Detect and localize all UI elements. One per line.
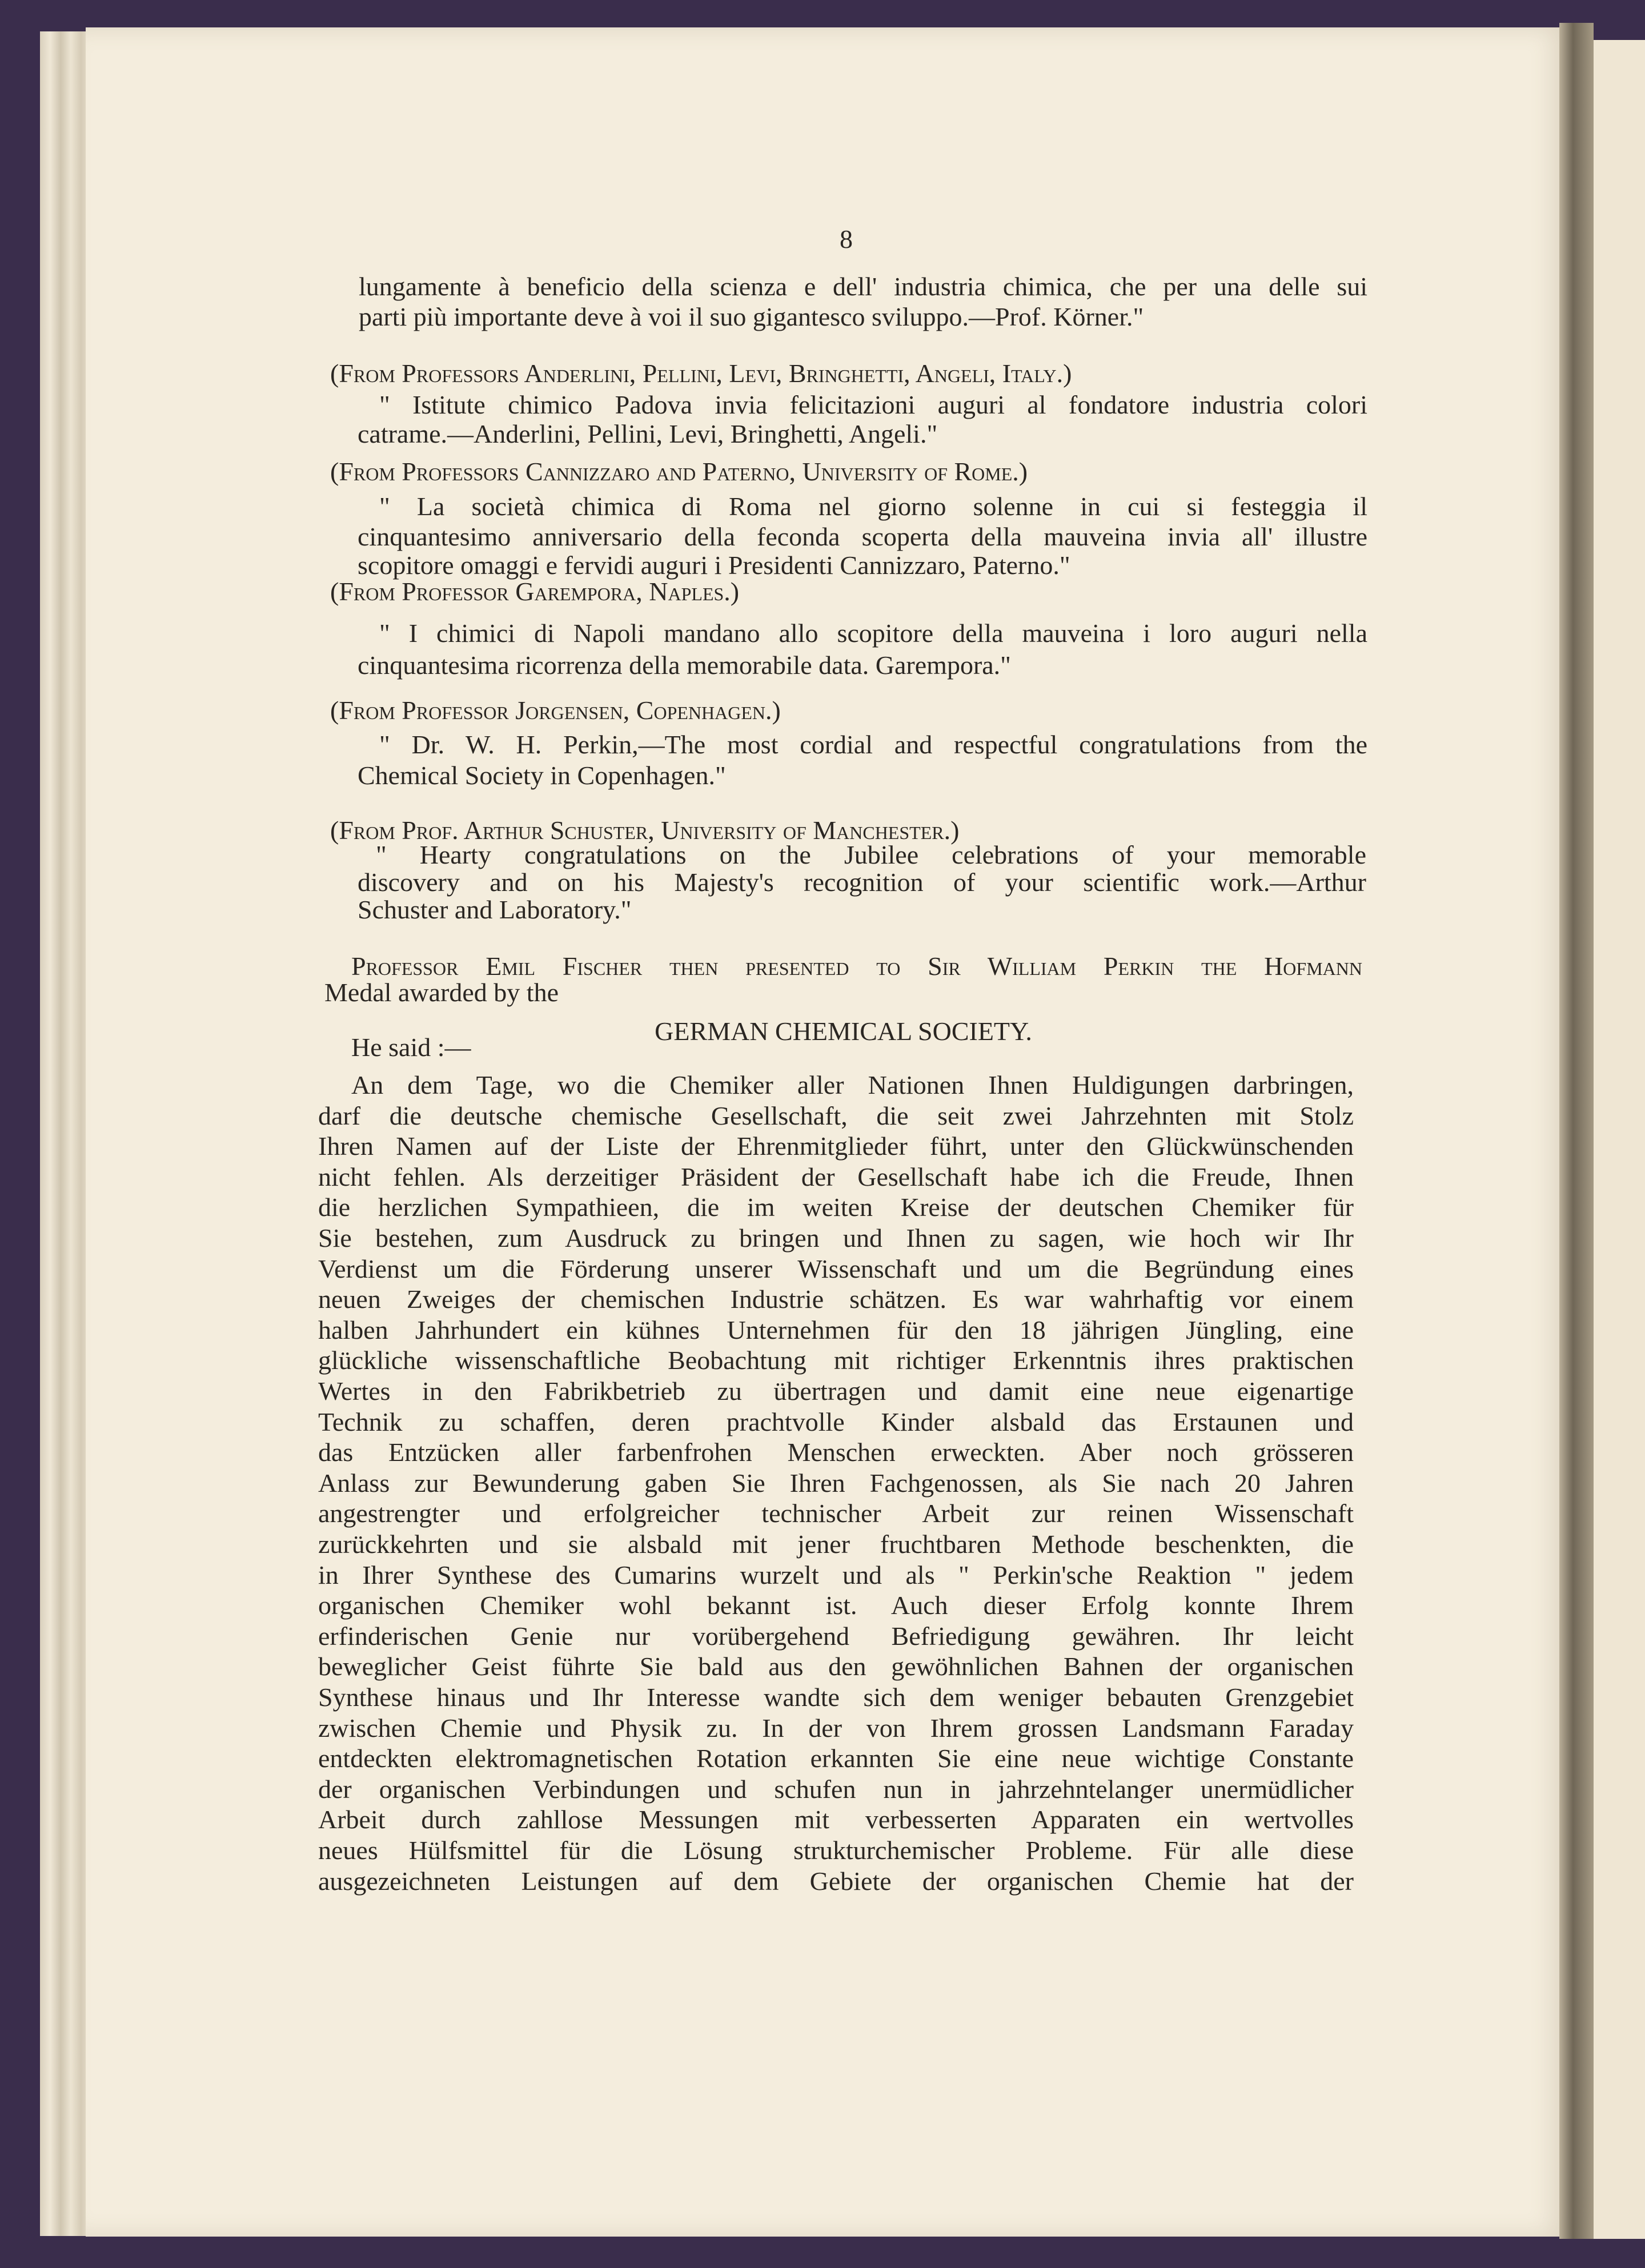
text-line: An dem Tage, wo die Chemiker aller Nationen Ihnen Huldigungen darbringen, (351, 1070, 1354, 1099)
page-edges (40, 31, 91, 2236)
text-line: zwischen Chemie und Physik zu. In der von Ihrem grossen Landsmann Faraday (318, 1713, 1354, 1743)
page-number: 8 (840, 224, 853, 254)
text-line: (From Prof. Arthur Schuster, University of Manchester.) (330, 816, 960, 845)
text-line: discovery and on his Majesty's recognition of your scientific work.—Arthur (358, 868, 1366, 897)
text-line: Ihren Namen auf der Liste der Ehrenmitglieder führt, unter den Glückwünschenden (318, 1131, 1354, 1161)
book-gutter (1559, 23, 1594, 2239)
text-line: Verdienst um die Förderung unserer Wissenschaft und um die Begründung eines (318, 1254, 1354, 1283)
text-line: halben Jahrhundert ein kühnes Unternehmen für den 18 jährigen Jüngling, eine (318, 1315, 1354, 1344)
text-line: nicht fehlen. Als derzeitiger Präsident der Gesellschaft habe ich die Freude, Ihnen (318, 1162, 1354, 1191)
text-line: ausgezeichneten Leistungen auf dem Gebiete der organischen Chemie hat der (318, 1866, 1354, 1896)
text-line: zurückkehrten und sie alsbald mit jener fruchtbaren Methode beschenkten, die (318, 1530, 1354, 1559)
text-line: catrame.—Anderlini, Pellini, Levi, Bringhetti, Angeli." (358, 419, 938, 448)
text-line: " I chimici di Napoli mandano allo scopitore della mauveina i loro auguri nella (379, 619, 1367, 648)
text-line: cinquantesimo anniversario della feconda scoperta della mauveina invia all' illustre (358, 522, 1367, 551)
text-line: glückliche wissenschaftliche Beobachtung mit richtiger Erkenntnis ihres praktischen (318, 1346, 1354, 1375)
text-line: der organischen Verbindungen und schufen nun in jahrzehntelanger unermüdlicher (318, 1774, 1354, 1804)
text-line: Professor Emil Fischer then presented to Sir William Perkin the Hofmann (351, 952, 1362, 981)
text-line: neuen Zweiges der chemischen Industrie schätzen. Es war wahrhaftig vor einem (318, 1284, 1354, 1314)
text-line: scopitore omaggi e fervidi auguri i Presidenti Cannizzaro, Paterno." (358, 551, 1070, 580)
text-line: parti più importante deve à voi il suo gigantesco sviluppo.—Prof. Körner." (359, 302, 1144, 331)
text-line: cinquantesima ricorrenza della memorabile data. Garempora." (358, 651, 1011, 680)
text-line: Sie bestehen, zum Ausdruck zu bringen und Ihnen zu sagen, wie hoch wir Ihr (318, 1223, 1354, 1253)
text-line: " Dr. W. H. Perkin,—The most cordial and respectful congratulations from the (379, 730, 1367, 759)
text-line: Arbeit durch zahllose Messungen mit verbesserten Apparaten ein wertvolles (318, 1805, 1354, 1835)
text-line: " Hearty congratulations on the Jubilee celebrations of your memorable (376, 840, 1366, 869)
text-line: (From Professor Garempora, Naples.) (330, 577, 740, 606)
text-line: Technik zu schaffen, deren prachtvolle Kinder alsbald das Erstaunen und (318, 1407, 1354, 1436)
text-line: Wertes in den Fabrikbetrieb zu übertragen und damit eine neue eigenartige (318, 1376, 1354, 1406)
text-line: " Istitute chimico Padova invia felicitazioni auguri al fondatore industria colori (379, 390, 1367, 419)
text-line: in Ihrer Synthese des Cumarins wurzelt und als " Perkin'sche Reaktion " jedem (318, 1560, 1354, 1589)
text-line: GERMAN CHEMICAL SOCIETY. (655, 1017, 1032, 1046)
text-line: Anlass zur Bewunderung gaben Sie Ihren Fachgenossen, als Sie nach 20 Jahren (318, 1468, 1354, 1498)
facing-page-edge (1594, 40, 1645, 2239)
text-line: Synthese hinaus und Ihr Interesse wandte sich dem weniger bebauten Grenzgebiet (318, 1683, 1354, 1712)
text-line: entdeckten elektromagnetischen Rotation erkannten Sie eine neue wichtige Constante (318, 1744, 1354, 1773)
text-line: (From Professors Cannizzaro and Paterno, University of Rome.) (330, 457, 1028, 486)
text-line: Medal awarded by the (324, 978, 559, 1007)
text-line: He said :— (351, 1033, 471, 1062)
text-line: erfinderischen Genie nur vorübergehend Befriedigung gewähren. Ihr leicht (318, 1621, 1354, 1651)
text-line: Schuster and Laboratory." (358, 895, 632, 924)
text-line: Chemical Society in Copenhagen." (358, 761, 726, 790)
text-line: lungamente à beneficio della scienza e dell' industria chimica, che per una delle sui (359, 272, 1367, 301)
text-line: " La società chimica di Roma nel giorno solenne in cui si festeggia il (379, 492, 1367, 521)
text-line: organischen Chemiker wohl bekannt ist. Auch dieser Erfolg konnte Ihrem (318, 1591, 1354, 1620)
text-line: neues Hülfsmittel für die Lösung strukturchemischer Probleme. Für alle diese (318, 1836, 1354, 1865)
text-line: (From Professor Jorgensen, Copenhagen.) (330, 696, 781, 725)
text-line: die herzlichen Sympathieen, die im weiten Kreise der deutschen Chemiker für (318, 1193, 1354, 1222)
text-line: darf die deutsche chemische Gesellschaft, die seit zwei Jahrzehnten mit Stolz (318, 1101, 1354, 1130)
text-line: das Entzücken aller farbenfrohen Menschen erweckten. Aber noch grösseren (318, 1438, 1354, 1467)
text-line: beweglicher Geist führte Sie bald aus den gewöhnlichen Bahnen der organischen (318, 1652, 1354, 1681)
text-line: (From Professors Anderlini, Pellini, Levi, Bringhetti, Angeli, Italy.) (330, 359, 1072, 388)
text-line: angestrengter und erfolgreicher technischer Arbeit zur reinen Wissenschaft (318, 1499, 1354, 1528)
